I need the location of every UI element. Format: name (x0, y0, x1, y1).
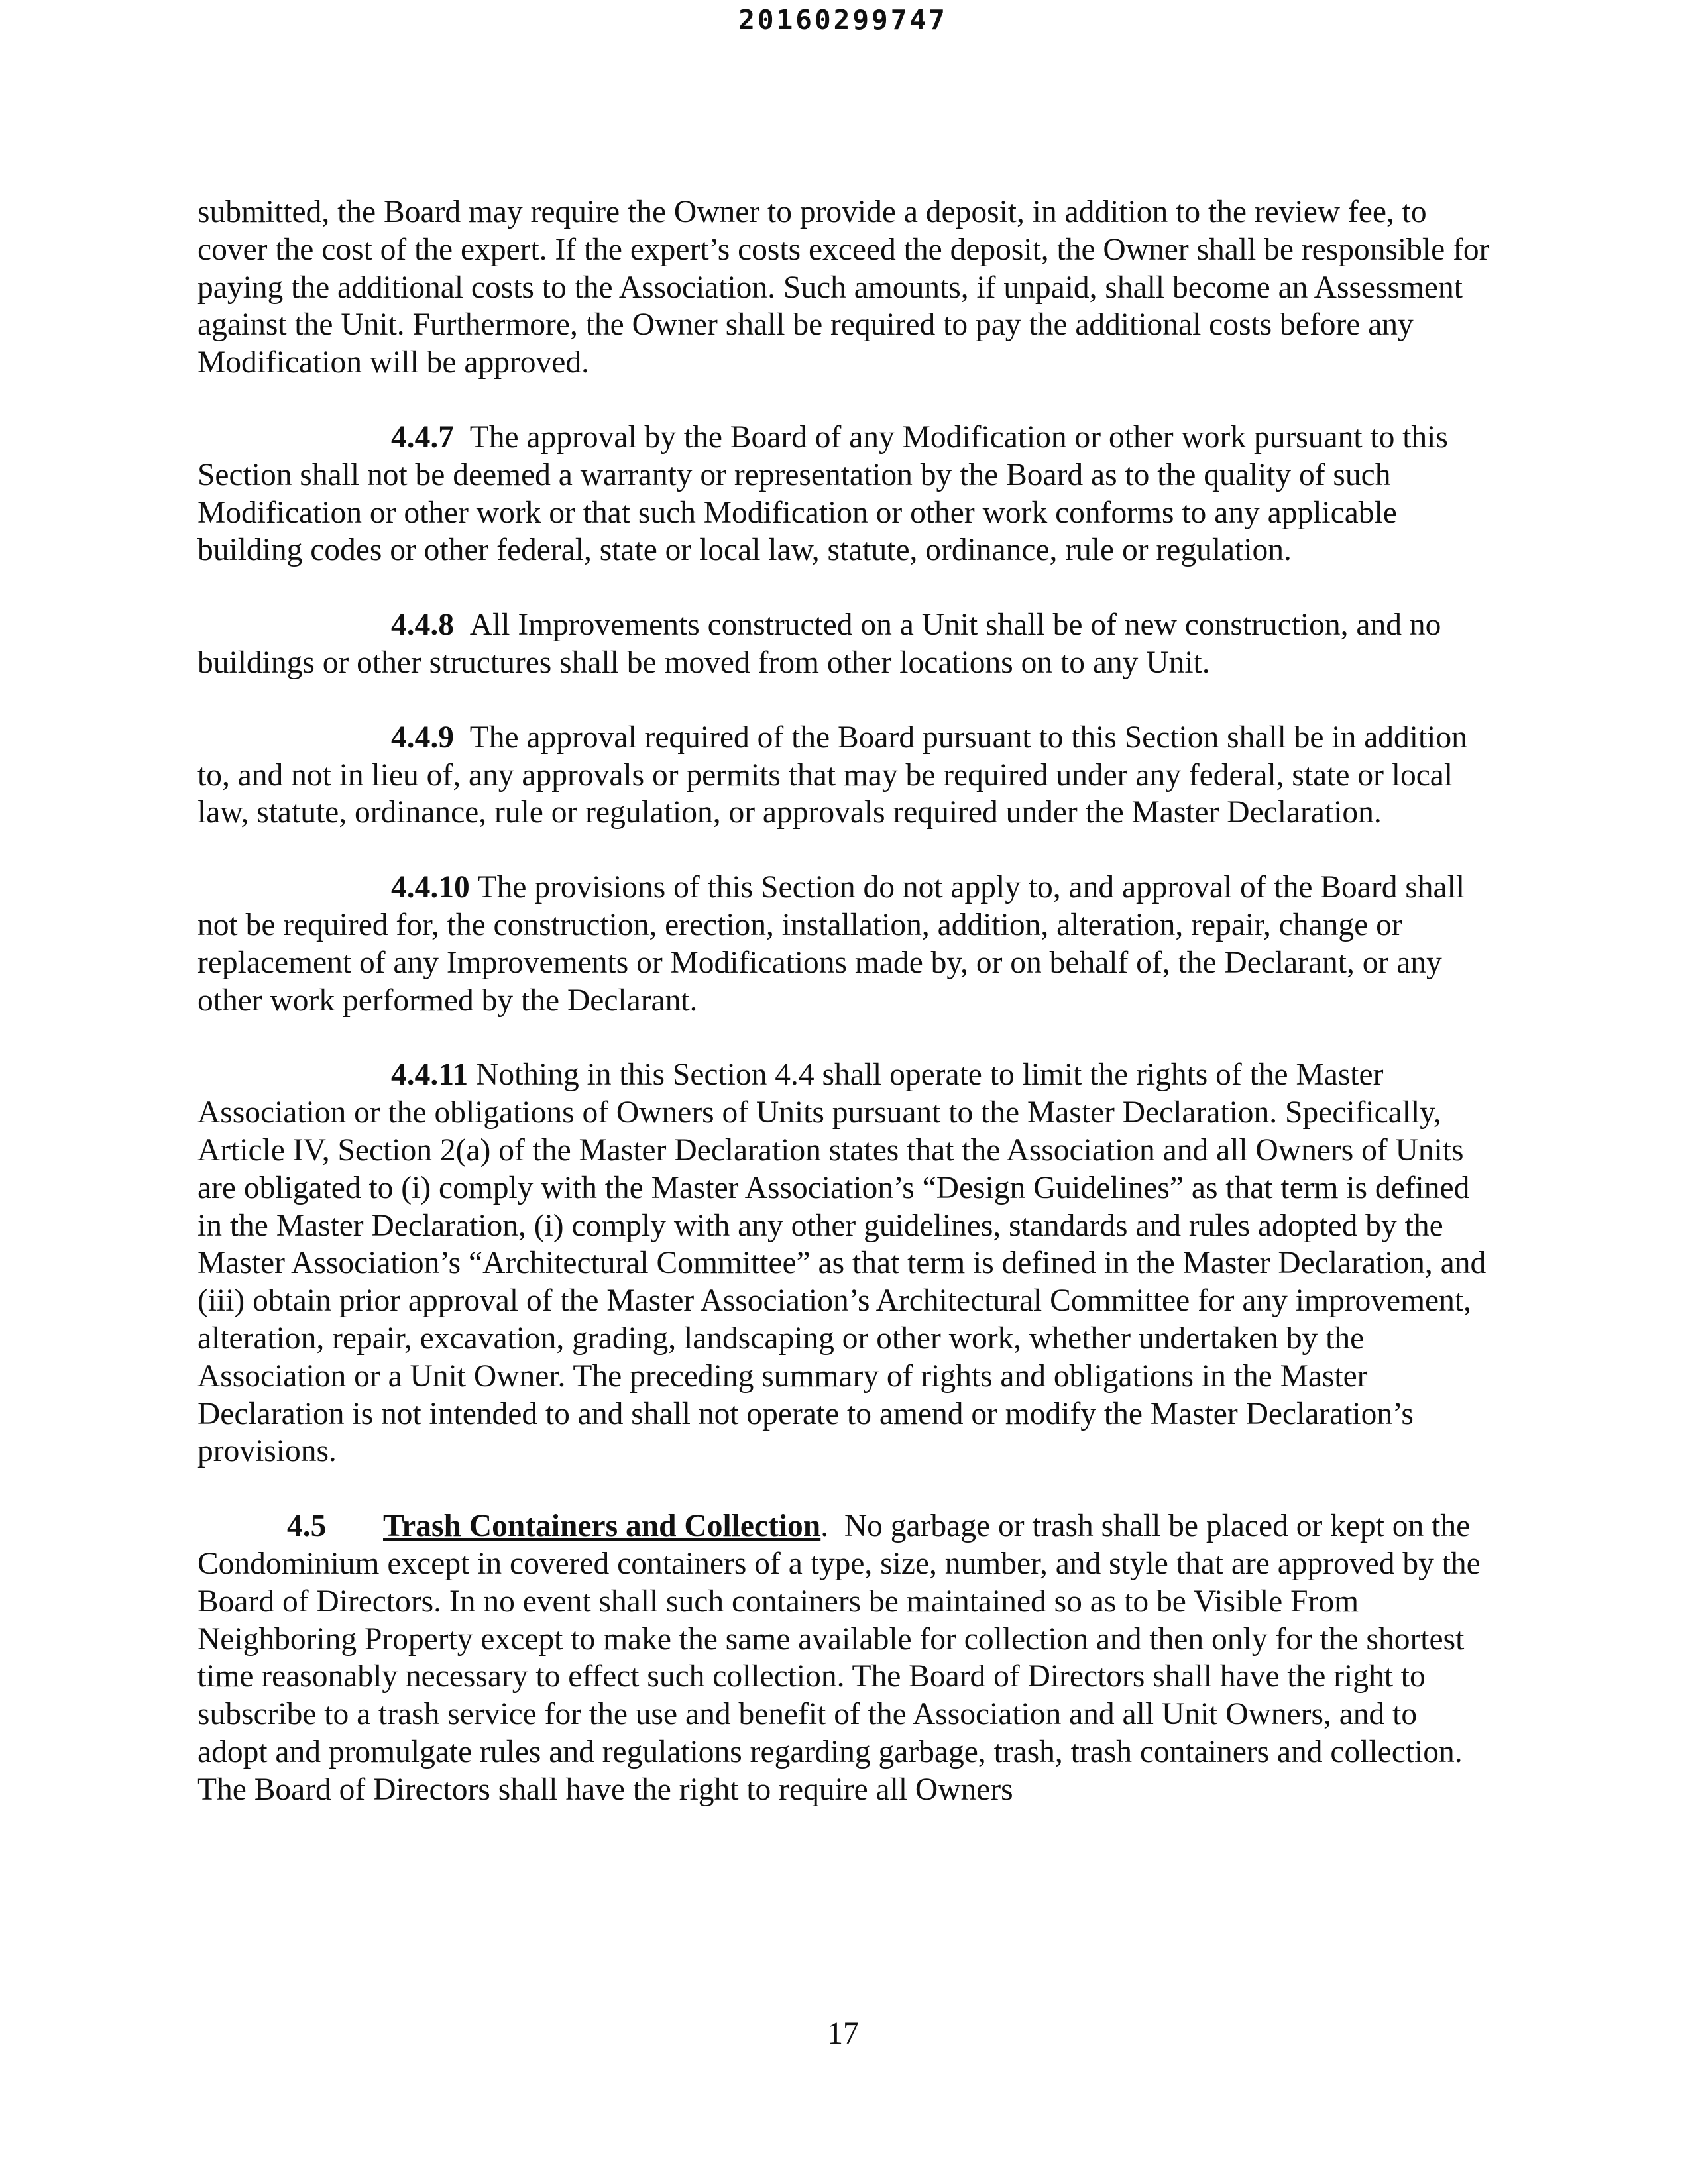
section-title-punctuation: . (820, 1509, 829, 1544)
section-number: 4.5 (287, 1509, 327, 1544)
paragraph-text: All Improvements constructed on a Unit shall be of new construction, and no buildings or other structures shall be moved from other locations on to any Unit. (197, 608, 1441, 680)
section-4-5 (197, 1507, 1491, 1808)
document-body (197, 193, 1491, 1845)
paragraph-continuation (197, 193, 1491, 382)
section-number: 4.4.9 (391, 720, 454, 755)
paragraph-text: No garbage or trash shall be placed or kept on the Condominium except in covered containers of a type, size, number, and style that are approved by the Board of Directors. In no event shall such containers be maintained so as to be Visible From Neighboring Property except to make the same available for collection and then only for the shortest time reasonably necessary to effect such collection. The Board of Directors shall have the right to subscribe to a trash service for the use and benefit of the Association and all Unit Owners, and to adopt and promulgate rules and regulations regarding garbage, trash, trash containers and collection. The Board of Directors shall have the right to require all Owners (197, 1509, 1481, 1807)
paragraph-text: The provisions of this Section do not apply to, and approval of the Board shall not be required for, the construction, erection, installation, addition, alteration, repair, change or replacement of any Improvements or Modifications made by, or on behalf of, the Declarant, or any other work performed by the Declarant. (197, 870, 1465, 1018)
page-number: 17 (827, 2016, 859, 2051)
section-number: 4.4.8 (391, 608, 454, 643)
section-number: 4.4.11 (391, 1058, 469, 1093)
paragraph-text: Nothing in this Section 4.4 shall operate to limit the rights of the Master Association or the obligations of Owners of Units pursuant to the Master Declaration. Specifically, Article IV, Section 2(a) of the Master Declaration states that the Association and all Owners of Units are obligated to (i) comply with the Master Association’s “Design Guidelines” as that term is defined in the Master Declaration, (i) comply with any other guidelines, standards and rules adopted by the Master Association’s “Architectural Committee” as that term is defined in the Master Declaration, and (iii) obtain prior approval of the Master Association’s Architectural Committee for any improvement, alteration, repair, excavation, grading, landscaping or other work, whether undertaken by the Association or a Unit Owner. The preceding summary of rights and obligations in the Master Declaration is not intended to and shall not operate to amend or modify the Master Declaration’s provisions. (197, 1058, 1487, 1469)
section-number: 4.4.7 (391, 419, 454, 455)
document-number: 20160299747 (738, 4, 948, 36)
section-title: Trash Containers and Collection (383, 1509, 821, 1544)
section-number: 4.4.10 (391, 870, 470, 905)
section-4-4-10 (197, 869, 1491, 1019)
paragraph-text: The approval by the Board of any Modification or other work pursuant to this Section shall not be deemed a warranty or representation by the Board as to the quality of such Modification or other work or that such Modification or other work conforms to any applicable building codes or other federal, state or local law, statute, ordinance, rule or regulation. (197, 419, 1448, 568)
section-4-4-8 (197, 606, 1491, 682)
paragraph-text: submitted, the Board may require the Owner to provide a deposit, in addition to the review fee, to cover the cost of the expert. If the expert’s costs exceed the deposit, the Owner shall be responsible for paying the additional costs to the Association. Such amounts, if unpaid, shall become an Assessment against the Unit. Furthermore, the Owner shall be required to pay the additional costs before any Modification will be approved. (197, 195, 1490, 380)
paragraph-text: The approval required of the Board pursuant to this Section shall be in addition to, and not in lieu of, any approvals or permits that may be required under any federal, state or local law, statute, ordinance, rule or regulation, or approvals required under the Master Declaration. (197, 720, 1467, 830)
section-4-4-9 (197, 719, 1491, 832)
section-4-4-7 (197, 419, 1491, 569)
section-4-4-11 (197, 1056, 1491, 1470)
